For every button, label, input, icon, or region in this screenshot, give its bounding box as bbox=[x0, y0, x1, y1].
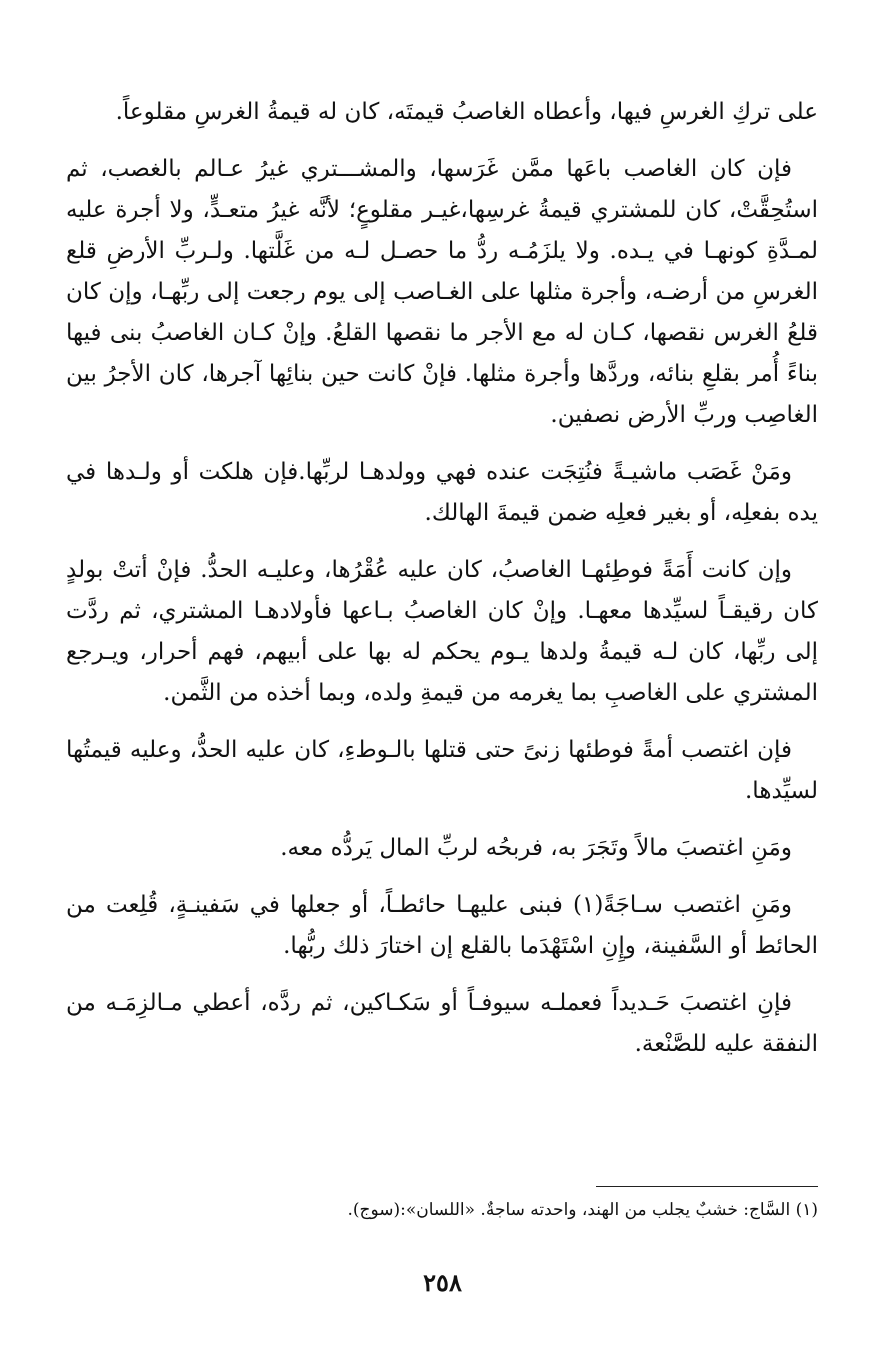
footnote: (١) السَّاج: خشبٌ يجلب من الهند، واحدته ساجةٌ. «اللسان»:(سوج). bbox=[347, 1200, 818, 1220]
paragraph-5: فإن اغتصب أمةً فوطئها زنىً حتى قتلها بالـوطءِ، كان عليه الحدُّ، وعليه قيمتُها لسيِّدها. bbox=[66, 737, 818, 804]
paragraph-4: وإن كانت أَمَةً فوطِئهـا الغاصبُ، كان عليه عُقْرُها، وعليـه الحدُّ. فإنْ أتتْ بولدٍ كان رقيقـاً لسيِّدها معهـا. وإنْ كان الغاصبُ بـاعها فأولادهـا المشتري، ثم ردَّت إلى ربِّها، كان لـه قيمةُ ولدها يـوم يحكم له بها على أبيهم، فهم أحرار، ويـرجع المشتري على الغاصبِ بما يغرمه من قيمةِ ولده، وبما أخذه من الثَّمن. bbox=[66, 557, 818, 706]
paragraph-2: فإن كان الغاصب باعَها ممَّن غَرَسها، والمشـــتري غيرُ عـالم بالغصب، ثم استُحِقَّتْ، كان للمشتري قيمةُ غرسِها،غيـر مقلوعٍ؛ لأنَّه غيرُ متعـدٍّ، ولا أجرة عليه لمـدَّةِ كونهـا في يـده. ولا يلزَمُـه ردُّ ما حصـل لـه من غَلَّتها. ولـربِّ الأرضِ قلع الغرسِ من أرضـه، وأجرة مثلها على الغـاصب إلى يوم رجعت إلى ربِّهـا، وإن كان قلعُ الغرس نقصها، كـان له مع الأجر ما نقصها القلعُ. وإنْ كـان الغاصبُ بنى فيها بناءً أُمر بقلعِ بنائه، وردَّها وأجرة مثلها. فإنْ كانت حين بنائِها آجرها، كان الأجرُ بين الغاصِب وربِّ الأرض نصفين. bbox=[66, 156, 818, 428]
page-number: ٢٥٨ bbox=[423, 1268, 462, 1297]
paragraph-1: على تركِ الغرسِ فيها، وأعطاه الغاصبُ قيمتَه، كان له قيمةُ الغرسِ مقلوعاً. bbox=[115, 99, 818, 125]
paragraph-3: ومَنْ غَصَب ماشيـةً فنُتِجَت عنده فهي وولدهـا لربِّها.فإن هلكت أو ولـدها في يده بفعلِه، أو بغير فعلِه ضمن قيمةَ الهالك. bbox=[66, 459, 818, 526]
paragraph-7: ومَنِ اغتصب سـاجَةً(١) فبنى عليهـا حائطـاً، أو جعلها في سَفينـةٍ، قُلِعت من الحائط أو السَّفينة، وإِنِ اسْتَهْدَما بالقلع إن اختارَ ذلك ربُّها. bbox=[66, 892, 818, 959]
footnote-divider bbox=[596, 1186, 818, 1187]
paragraph-8: فإنِ اغتصبَ حَـديداً فعملـه سيوفـاً أو سَكـاكين، ثم ردَّه، أعطي مـالزِمَـه من النفقة عليه للصَّنْعة. bbox=[66, 990, 818, 1057]
paragraph-6: ومَنِ اغتصبَ مالاً وتَجَرَ به، فربحُه لربِّ المال يَردُّه معه. bbox=[280, 835, 792, 861]
main-text bbox=[66, 92, 818, 1081]
